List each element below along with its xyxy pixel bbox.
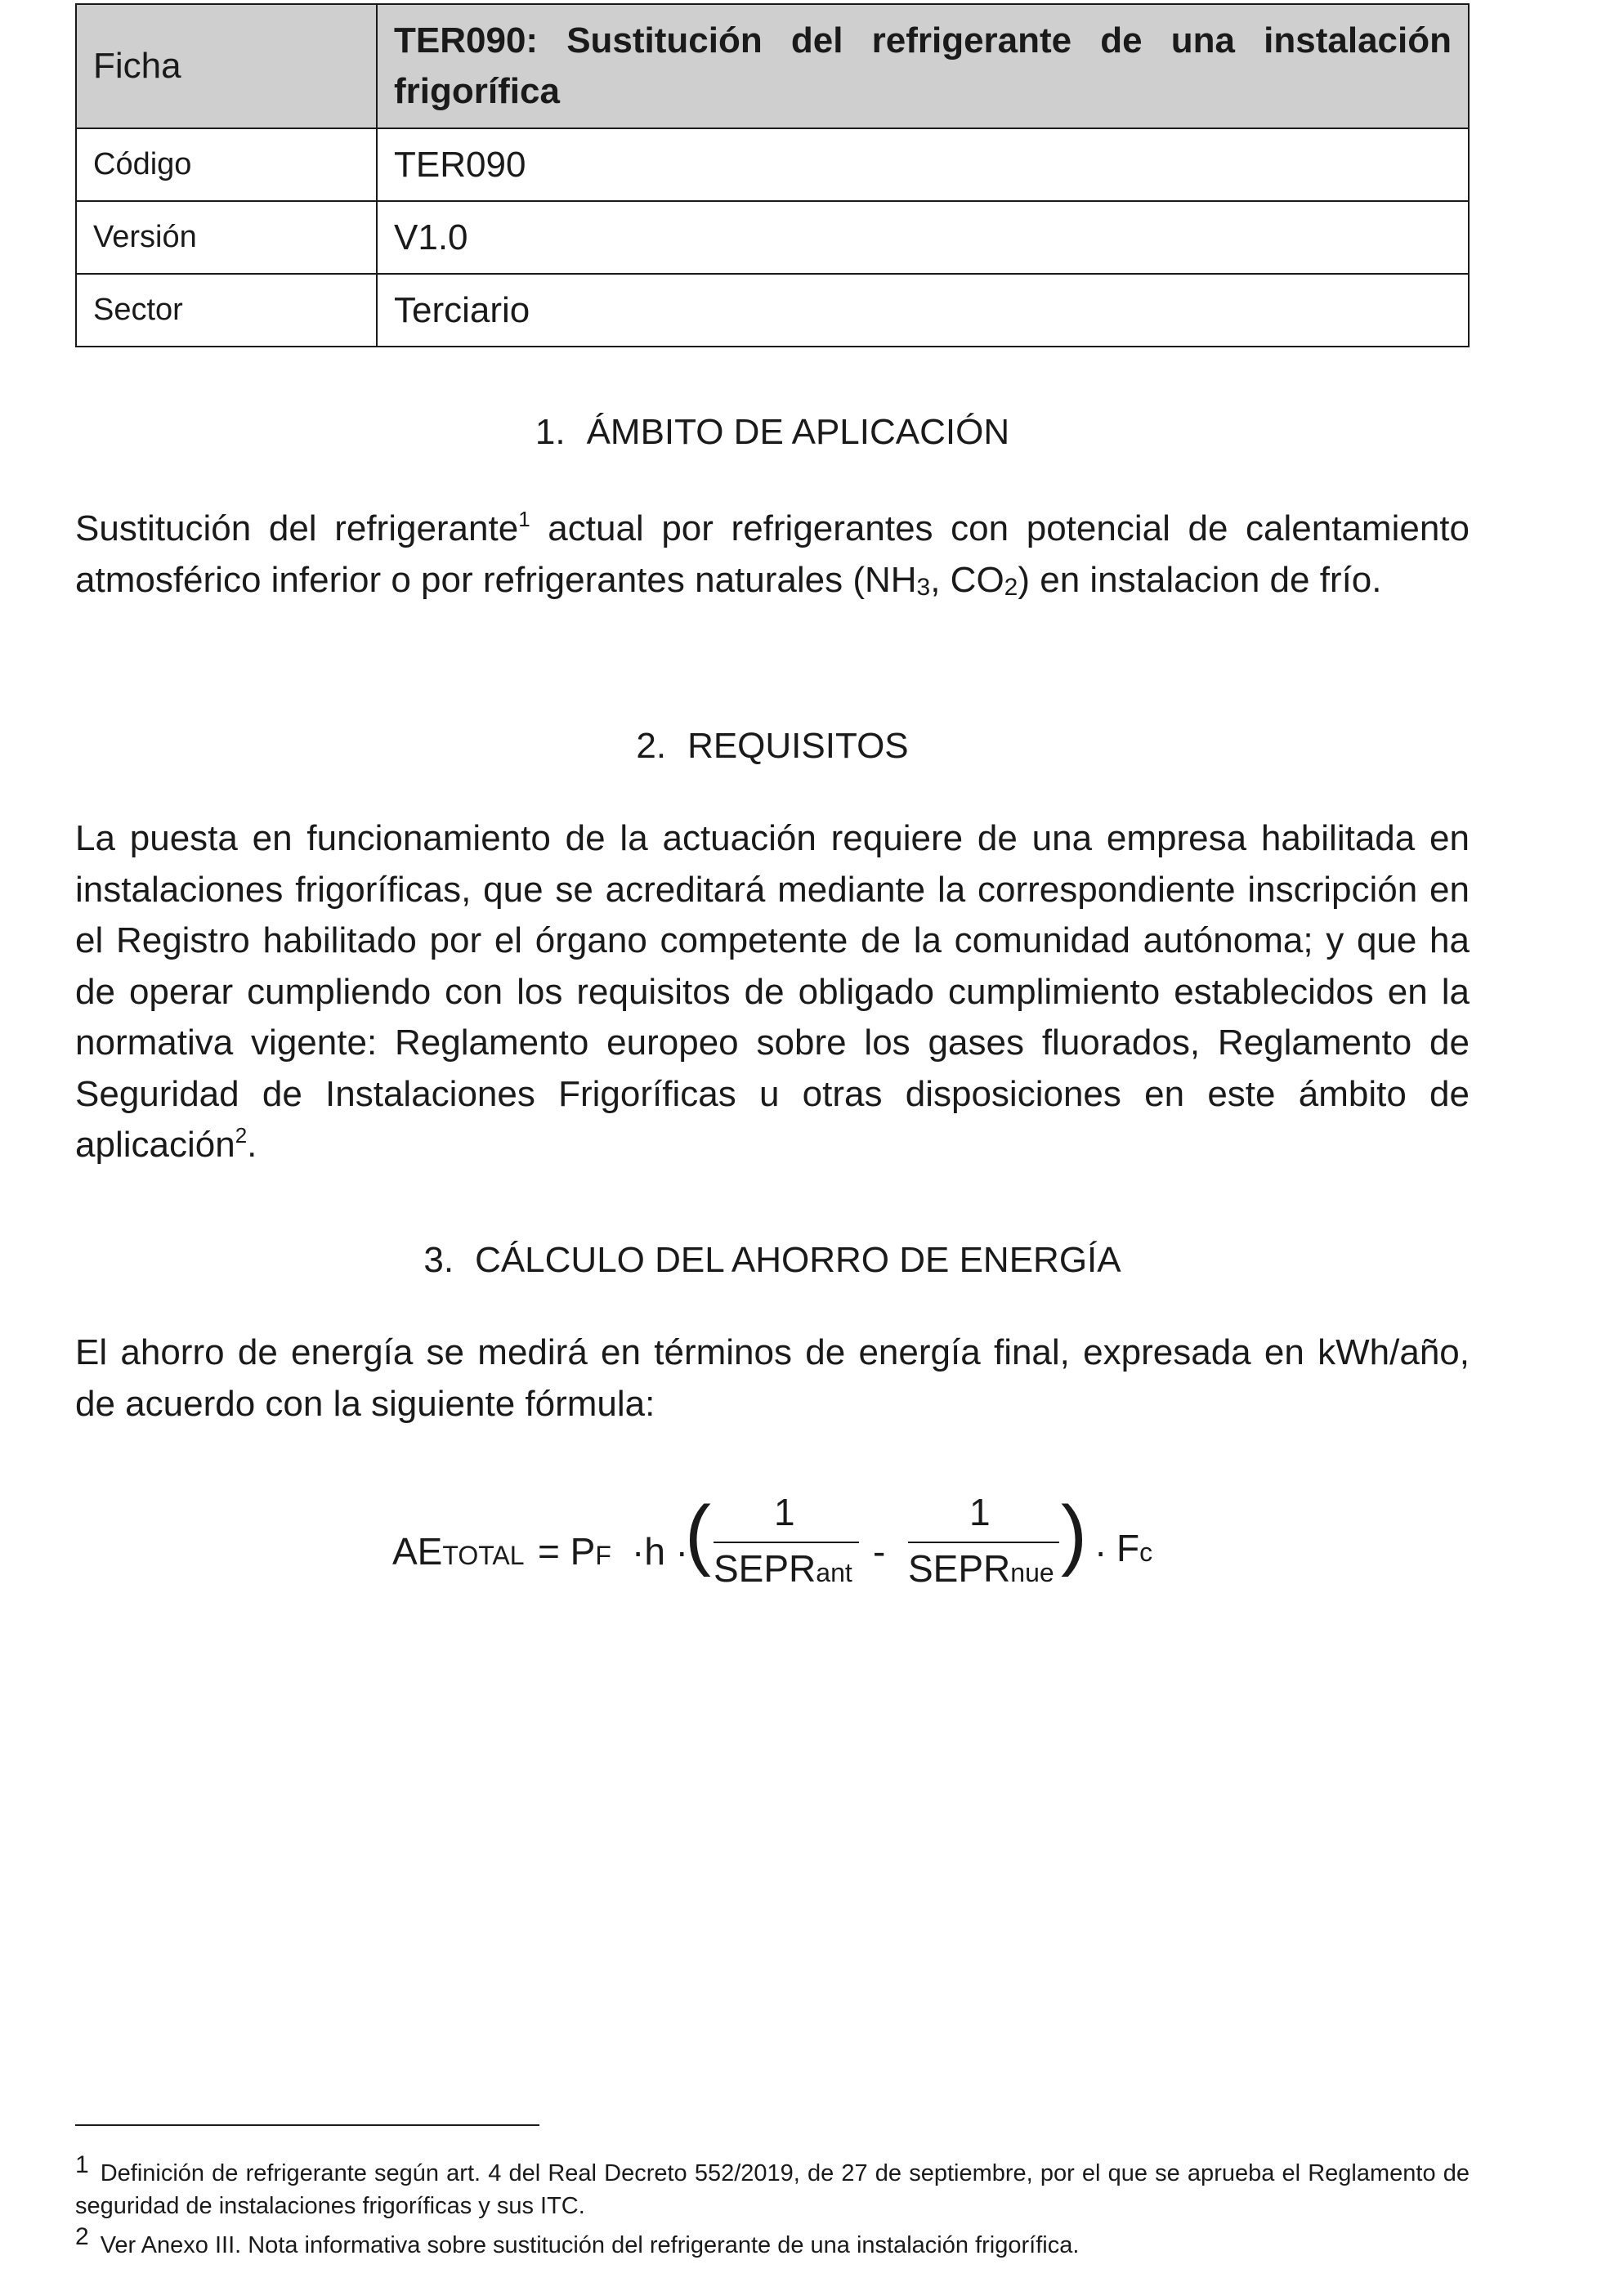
row-label: Versión (76, 201, 377, 274)
row-label: Sector (76, 274, 377, 347)
ficha-header-row (76, 4, 1469, 128)
formula-den2: SEPRnue (908, 1547, 1054, 1590)
formula-paren-close: ) (1061, 1490, 1087, 1578)
row-value: TER090 (377, 128, 1469, 201)
formula-num2: 1 (969, 1491, 991, 1533)
section-1-paragraph: Sustitución del refrigerante$^1$ actual por refrigerantes con potencial de calentamiento atmosférico inferior o por refrigerantes naturales ($NH_3$, $CO_2$) en instalacion de frío. (75, 507, 1470, 601)
section-1-heading: 1. ÁMBITO DE APLICACIÓN (535, 412, 1010, 452)
ficha-row-sector (76, 274, 1469, 347)
footnote-ref-2[interactable]: 2 (235, 1123, 248, 1148)
formula-minus: - (873, 1530, 886, 1573)
footnote-2: 2 Ver Anexo III. Nota informativa sobre sustitución del refrigerante de una instalación frigorífica. (75, 2223, 1080, 2258)
formula-dot: · (1094, 1530, 1107, 1573)
ficha-label: Ficha (76, 4, 377, 128)
footnote-divider (75, 2124, 539, 2126)
formula-den1: SEPRant (714, 1547, 852, 1590)
footnote-ref-1[interactable]: 1 (518, 507, 530, 531)
ficha-row-codigo (76, 128, 1469, 201)
row-value: Terciario (377, 274, 1469, 347)
row-label: Código (76, 128, 377, 201)
ficha-row-version (76, 201, 1469, 274)
row-value: V1.0 (377, 201, 1469, 274)
formula-num1: 1 (774, 1491, 795, 1533)
formula-fraction-bar-1 (714, 1542, 859, 1543)
energy-savings-formula (313, 1484, 1212, 1614)
section-3-paragraph: El ahorro de energía se medirá en términos de energía final, expresada en kWh/año, de acuerdo con la siguiente fórmula: (75, 1332, 1470, 1424)
ficha-title: TER090: Sustitución del refrigerante de una instalación frigorífica (377, 4, 1469, 128)
formula-h: ·h · (632, 1530, 688, 1573)
footnote-1: 1 Definición de refrigerante según art. 4 del Real Decreto 552/2019, de 27 de septiembre, por el que se aprueba el Reglamento de seguridad de instalaciones frigoríficas y sus ITC. (75, 2151, 1470, 2219)
formula-fraction-bar-2 (908, 1542, 1059, 1543)
ficha-table (75, 3, 1470, 347)
formula-fc: Fc (1116, 1527, 1153, 1569)
section-3-heading: 3. CÁLCULO DEL AHORRO DE ENERGÍA (423, 1240, 1121, 1280)
formula-pf: = PF (538, 1530, 611, 1573)
section-2-paragraph: La puesta en funcionamiento de la actuación requiere de una empresa habilitada en instalaciones frigoríficas, que se acreditará mediante la correspondiente inscripción en el Registro habilitado por el órgano competente de la comunidad autónoma; y que ha de operar cumpliendo con los requisitos de obligado cumplimiento establecidos en la normativa vigente: Reglamento europeo sobre los gases fluorados, Reglamento de Seguridad de Instalaciones Frigoríficas u otras disposiciones en este ámbito de aplicación$^2$. (75, 818, 1470, 1165)
section-2-heading: 2. REQUISITOS (636, 726, 909, 766)
formula-lhs: AETOTAL (392, 1530, 525, 1573)
formula-paren-open: ( (685, 1490, 711, 1578)
